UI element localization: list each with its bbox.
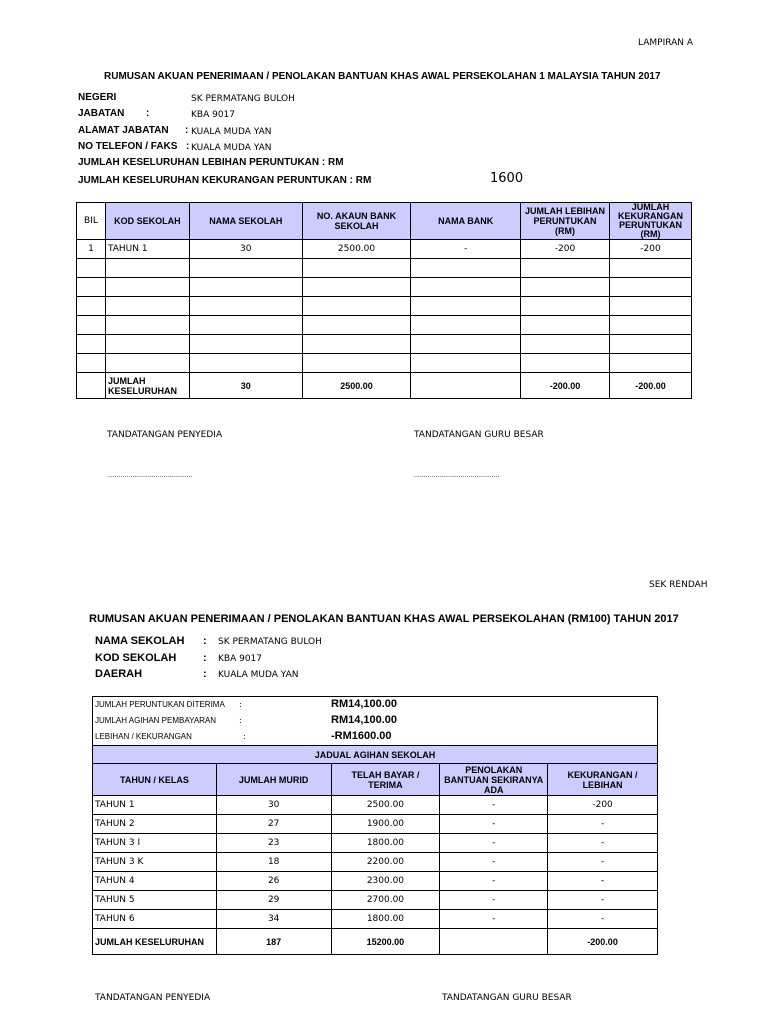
kod-sekolah-label: KOD SEKOLAH	[95, 652, 177, 664]
table-row	[77, 240, 692, 259]
cell: TAHUN 6	[93, 910, 217, 929]
colon: :	[203, 668, 207, 680]
total-cell	[411, 373, 521, 399]
section2-title: RUMUSAN AKUAN PENERIMAAN / PENOLAKAN BANTUAN KHAS AWAL PERSEKOLAHAN (RM100) TAHUN 2017	[89, 613, 679, 625]
total-label: JUMLAH KESELURUHAN	[93, 929, 217, 955]
cell: 34	[216, 910, 331, 929]
table-row	[93, 853, 658, 872]
table-row	[93, 891, 658, 910]
sign-guru-1: TANDATANGAN GURU BESAR	[414, 430, 544, 440]
jabatan-label: JABATAN	[78, 108, 125, 119]
header-bil: BIL	[77, 203, 106, 240]
table-row	[93, 910, 658, 929]
summary-row	[93, 697, 658, 714]
cell: -	[548, 872, 658, 891]
sign-line-penyedia: ............................................	[107, 472, 193, 479]
table-total-row	[93, 929, 658, 955]
cell: 1	[77, 240, 106, 259]
colon: :	[203, 635, 207, 647]
cell: 2300.00	[331, 872, 440, 891]
cell: -	[548, 834, 658, 853]
table-row	[93, 815, 658, 834]
cell: TAHUN 4	[93, 872, 217, 891]
cell: 1800.00	[331, 834, 440, 853]
table-row-empty	[77, 335, 692, 354]
total-cell: -200.00	[521, 373, 610, 399]
cell: TAHUN 1	[105, 240, 189, 259]
telefon-colon: :	[186, 141, 190, 152]
cell: TAHUN 5	[93, 891, 217, 910]
sign-line-guru: ............................................	[414, 472, 500, 479]
cell: 26	[216, 872, 331, 891]
total-cell	[440, 929, 548, 955]
cell: TAHUN 3 K	[93, 853, 217, 872]
cell: TAHUN 2	[93, 815, 217, 834]
summary-label: JUMLAH AGIHAN PEMBAYARAN	[95, 716, 217, 725]
summary-value: RM14,100.00	[331, 698, 398, 710]
summary-colon: :	[239, 716, 242, 725]
jabatan-value: KBA 9017	[191, 110, 235, 120]
jabatan-colon: :	[146, 108, 150, 119]
table-header-row	[93, 764, 658, 796]
total-label: JUMLAH KESELURUHAN	[105, 373, 189, 399]
telefon-value: KUALA MUDA YAN	[191, 143, 272, 153]
table-row-empty	[77, 259, 692, 278]
alamat-label: ALAMAT JABATAN	[78, 125, 169, 136]
total-cell: 15200.00	[331, 929, 440, 955]
cell: -200	[548, 796, 658, 815]
cell: -200	[609, 240, 691, 259]
cell: 2500.00	[331, 796, 440, 815]
cell: 18	[216, 853, 331, 872]
alamat-colon: :	[185, 125, 189, 136]
cell: -	[440, 815, 548, 834]
jadual-title-row	[93, 746, 658, 764]
summary-row	[93, 713, 658, 729]
cell: 27	[216, 815, 331, 834]
sign-guru-2: TANDATANGAN GURU BESAR	[442, 993, 572, 1003]
header-telah-bayar: TELAH BAYAR / TERIMA	[331, 764, 440, 796]
table-row-empty	[77, 316, 692, 335]
total-cell: 2500.00	[302, 373, 411, 399]
table-row-empty	[77, 354, 692, 373]
daerah-value: KUALA MUDA YAN	[218, 670, 299, 680]
cell: 1900.00	[331, 815, 440, 834]
table-row-empty	[77, 297, 692, 316]
cell: 2200.00	[331, 853, 440, 872]
telefon-label: NO TELEFON / FAKS	[78, 141, 178, 152]
summary-row	[93, 729, 658, 746]
sign-penyedia-2: TANDATANGAN PENYEDIA	[95, 993, 211, 1003]
cell: -	[548, 910, 658, 929]
negeri-label: NEGERI	[78, 92, 117, 103]
summary-value: RM14,100.00	[331, 714, 398, 726]
alamat-value: KUALA MUDA YAN	[191, 127, 272, 137]
cell: -	[548, 853, 658, 872]
cell: 2700.00	[331, 891, 440, 910]
header-kekurangan-lebihan: KEKURANGAN / LEBIHAN	[548, 764, 658, 796]
lampiran-label: LAMPIRAN A	[638, 38, 694, 48]
cell: 29	[216, 891, 331, 910]
summary-label: LEBIHAN / KEKURANGAN	[95, 732, 192, 741]
table-row	[93, 834, 658, 853]
summary-colon: :	[243, 732, 246, 741]
total-cell: -200.00	[548, 929, 658, 955]
header-jumlah-lebihan: JUMLAH LEBIHAN PERUNTUKAN (RM)	[521, 203, 610, 240]
cell: 23	[216, 834, 331, 853]
table-row	[93, 872, 658, 891]
cell: -	[440, 872, 548, 891]
header-nama-bank: NAMA BANK	[411, 203, 521, 240]
kekurangan-value: 1600	[490, 171, 524, 186]
header-jumlah-murid: JUMLAH MURID	[216, 764, 331, 796]
section1-title: RUMUSAN AKUAN PENERIMAAN / PENOLAKAN BANTUAN KHAS AWAL PERSEKOLAHAN 1 MALAYSIA TAHUN 2017	[104, 71, 661, 82]
cell: -	[411, 240, 521, 259]
header-penolakan: PENOLAKAN BANTUAN SEKIRANYA ADA	[440, 764, 548, 796]
section2-table	[92, 696, 658, 955]
kod-sekolah-value: KBA 9017	[218, 654, 262, 664]
cell: -	[548, 891, 658, 910]
header-nama-sekolah: NAMA SEKOLAH	[189, 203, 302, 240]
nama-sekolah-label: NAMA SEKOLAH	[95, 635, 185, 647]
cell: 30	[189, 240, 302, 259]
table-row	[93, 796, 658, 815]
cell: -	[548, 815, 658, 834]
cell: TAHUN 3 I	[93, 834, 217, 853]
table-header-row	[77, 203, 692, 240]
total-cell: -200.00	[609, 373, 691, 399]
header-no-akaun: NO. AKAUN BANK SEKOLAH	[302, 203, 411, 240]
total-cell: 187	[216, 929, 331, 955]
daerah-label: DAERAH	[95, 668, 143, 680]
cell: 30	[216, 796, 331, 815]
cell: -200	[521, 240, 610, 259]
summary-value: -RM1600.00	[331, 730, 392, 742]
cell: 2500.00	[302, 240, 411, 259]
header-jumlah-kekurangan: JUMLAH KEKURANGAN PERUNTUKAN (RM)	[609, 203, 691, 240]
cell: -	[440, 910, 548, 929]
nama-sekolah-value: SK PERMATANG BULOH	[218, 637, 322, 647]
total-cell: 30	[189, 373, 302, 399]
table-row-empty	[77, 278, 692, 297]
negeri-value: SK PERMATANG BULOH	[191, 94, 295, 104]
cell: -	[440, 834, 548, 853]
header-tahun-kelas: TAHUN / KELAS	[93, 764, 217, 796]
colon: :	[203, 652, 207, 664]
cell: TAHUN 1	[93, 796, 217, 815]
section1-table	[76, 202, 692, 399]
cell: -	[440, 796, 548, 815]
summary-label: JUMLAH PERUNTUKAN DITERIMA	[95, 700, 225, 709]
sign-penyedia-1: TANDATANGAN PENYEDIA	[107, 430, 223, 440]
sek-rendah-label: SEK RENDAH	[649, 580, 708, 590]
cell: -	[440, 853, 548, 872]
summary-colon: :	[239, 700, 242, 709]
kekurangan-label: JUMLAH KESELURUHAN KEKURANGAN PERUNTUKAN : RM	[78, 175, 372, 186]
cell: 1800.00	[331, 910, 440, 929]
cell: -	[440, 891, 548, 910]
table-total-row	[77, 373, 692, 399]
header-kod-sekolah: KOD SEKOLAH	[105, 203, 189, 240]
jadual-title: JADUAL AGIHAN SEKOLAH	[93, 746, 658, 764]
lebihan-label: JUMLAH KESELURUHAN LEBIHAN PERUNTUKAN : RM	[78, 157, 344, 168]
